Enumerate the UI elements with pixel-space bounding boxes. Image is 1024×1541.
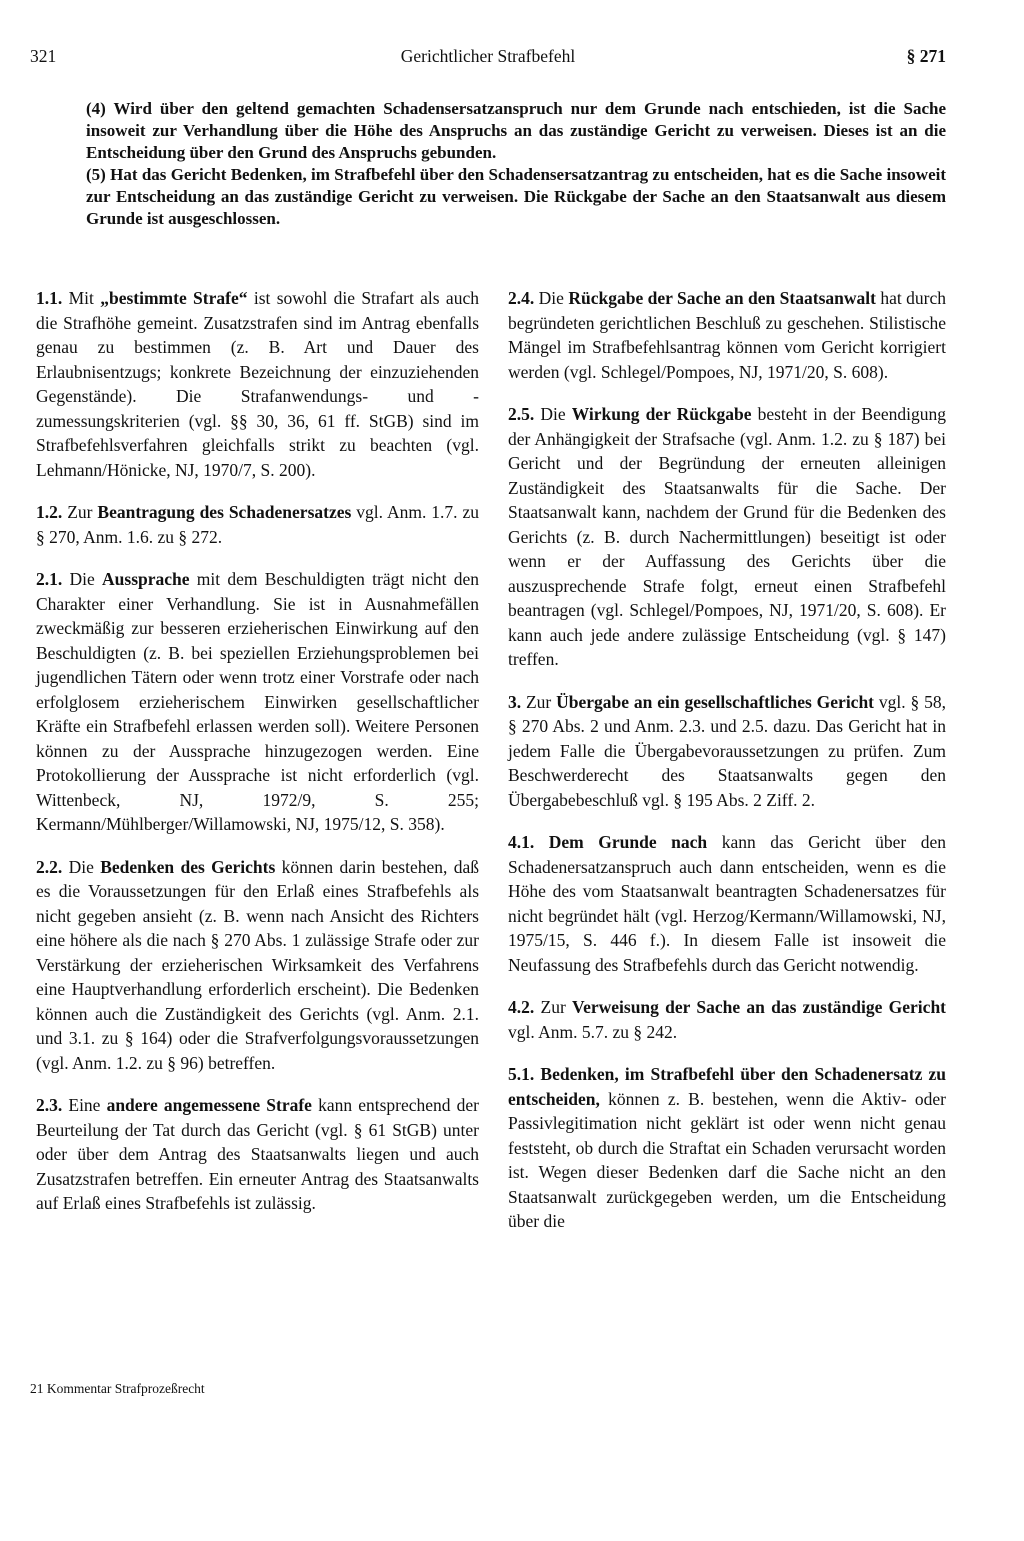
annotation-keyword: Bedenken, im Strafbefehl über den Schadenersatz zu entscheiden, xyxy=(508,1064,947,1109)
annotation-text: kann entsprechend der Beurteilung der Tat durch das Gericht (vgl. § 61 StGB) unter oder über dem Antrag des Staatsanwalts liegen und auch Zusatzstrafen betreffen. Ein erneuter Antrag des Staatsanwalts auf Erlaß eines Strafbefehls ist zulässig. xyxy=(36,1095,479,1213)
annotation-keyword: Aussprache xyxy=(102,569,190,589)
annotation-paragraph xyxy=(36,286,479,482)
annotation-paragraph xyxy=(36,855,479,1076)
annotation-text: vgl. Anm. 1.7. zu § 270, Anm. 1.6. zu § 272. xyxy=(36,502,479,547)
annotation-lead: Zur xyxy=(62,502,98,522)
annotation-keyword: „bestimmte Strafe“ xyxy=(100,288,248,308)
annotation-lead: Eine xyxy=(62,1095,107,1115)
running-title: Gerichtlicher Strafbefehl xyxy=(400,46,576,66)
annotation-number: 5.1. xyxy=(508,1064,535,1084)
page-footer: 21 Kommentar Strafprozeßrecht xyxy=(30,1381,205,1396)
annotation-paragraph xyxy=(508,995,946,1044)
annotation-number: 2.5. xyxy=(508,404,535,424)
annotation-text: können darin bestehen, daß es die Voraussetzungen für den Erlaß eines Strafbefehls als nicht gegeben ansieht (z. B. wenn nach Ansicht des Richters eine höhere als die nach § 270 Abs. 1 zulässige Strafe oder zur Verstärkung der erzieherischen Wirksamkeit des Verfahrens eine Hauptverhandlung erforderlich erscheint). Die Bedenken können auch die Zuständigkeit des Gerichts (vgl. Anm. 2.1. und 3.1. zu § 164) oder die Strafverfolgungsvoraussetzungen (vgl. Anm. 1.2. zu § 96) betreffen. xyxy=(36,856,479,1073)
annotation-text: hat durch begründeten gerichtlichen Beschluß zu geschehen. Stilistische Mängel im Strafbefehlsantrag können vom Gericht korrigiert werden (vgl. Schlegel/Pompoes, NJ, 1971/20, S. 608). xyxy=(508,288,946,382)
page-header xyxy=(30,46,946,72)
annotation-paragraph xyxy=(508,402,946,672)
annotation-keyword: Wirkung der Rückgabe xyxy=(571,404,752,424)
law-paragraph-5: (5) Hat das Gericht Bedenken, im Strafbefehl über den Schadensersatzantrag zu entscheiden, hat es die Sache insoweit zur Entscheidung an das zuständige Gericht zu verweisen. Die Rückgabe der Sache an den Staatsanwalt aus diesem Grunde ist ausgeschlossen. xyxy=(86,165,946,228)
law-paragraph-4: (4) Wird über den geltend gemachten Schadensersatzanspruch nur dem Grunde nach entschieden, ist die Sache insoweit zur Verhandlung über die Höhe des Anspruchs an das zuständige Gericht zu verweisen. Dieses ist an die Entscheidung über den Grund des Anspruchs gebunden. xyxy=(86,99,946,162)
annotation-text: mit dem Beschuldigten trägt nicht den Charakter einer Verhandlung. Sie ist in Ausnahmefällen zweckmäßig zur besseren erzieherischen Einwirkung auf den Beschuldigten (z. B. bei speziellen Erziehungsproblemen bei jugendlichen Tätern oder wenn trotz einer Vorstrafe oder nach erfolglosem erzieherischem Einwirken gesellschaftlicher Kräfte ein Strafbefehl erlassen werden soll). Weitere Personen können zu der Aussprache hinzugezogen werden. Eine Protokollierung der Aussprache ist nicht erforderlich (vgl. Wittenbeck, NJ, 1972/9, S. 255; Kermann/Mühlberger/Willamowski, NJ, 1975/12, S. 358). xyxy=(36,569,479,834)
annotation-number: 2.3. xyxy=(36,1095,63,1115)
law-text xyxy=(86,98,946,230)
annotation-lead: Die xyxy=(62,856,101,877)
annotation-keyword: Bedenken des Gerichts xyxy=(100,856,276,877)
annotation-keyword: Übergabe an ein gesellschaftliches Gericht xyxy=(556,691,875,712)
annotation-text: vgl. § 58, § 270 Abs. 2 und Anm. 2.3. und 2.5. dazu. Das Gericht hat in jedem Falle die Übergabevoraussetzungen zu prüfen. Zum Beschwerderecht des Staatsanwalts gegen den Übergabebeschluß vgl. § 195 Abs. 2 Ziff. 2. xyxy=(508,691,946,810)
annotation-paragraph xyxy=(508,1062,946,1234)
annotation-text: können z. B. bestehen, wenn die Aktiv- oder Passivlegitimation nicht geklärt ist oder wenn nicht genau feststeht, ob durch die Straftat ein Schaden verursacht worden ist. Wegen dieser Bedenken darf die Sache nicht an den Staatsanwalt zurückgegeben werden, um die Entscheidung über die xyxy=(508,1088,946,1231)
annotation-number: 4.1. xyxy=(508,832,535,852)
annotation-number: 3. xyxy=(508,691,522,712)
annotation-lead: Die xyxy=(534,288,569,308)
left-column xyxy=(36,286,479,1234)
annotation-text: kann das Gericht über den Schadenersatzanspruch auch dann entscheiden, wenn es die Höhe des vom Staatsanwalt beantragten Schadenersatzes für nicht begründet hält (vgl. Herzog/Kermann/Willamowski, NJ, 1975/15, S. 446 f.). In diesem Falle ist insoweit die Neufassung des Strafbefehls durch das Gericht notwendig. xyxy=(508,832,946,975)
annotation-keyword: Verweisung der Sache an das zuständige Gericht xyxy=(572,997,946,1017)
annotation-paragraph xyxy=(36,500,479,549)
annotation-keyword: andere angemessene Strafe xyxy=(106,1095,312,1115)
annotation-number: 2.1. xyxy=(36,569,63,589)
annotation-text: vgl. Anm. 5.7. zu § 242. xyxy=(508,1021,678,1042)
annotation-keyword: Beantragung des Schadenersatzes xyxy=(97,502,352,522)
annotation-paragraph xyxy=(36,1093,479,1216)
annotation-keyword: Rückgabe der Sache an den Staatsanwalt xyxy=(568,288,876,308)
annotation-number: 2.2. xyxy=(36,856,63,877)
annotation-paragraph xyxy=(508,286,946,384)
annotation-paragraph xyxy=(36,567,479,837)
annotation-number: 1.1. xyxy=(36,288,63,308)
annotation-lead: Die xyxy=(534,404,572,424)
annotation-lead: Mit xyxy=(62,288,101,308)
page-number: 321 xyxy=(30,46,57,66)
annotation-keyword: Dem Grunde nach xyxy=(548,832,708,852)
annotation-paragraph xyxy=(508,830,946,977)
annotation-number: 1.2. xyxy=(36,502,63,522)
annotation-number: 4.2. xyxy=(508,997,535,1017)
right-column xyxy=(508,286,946,1252)
annotation-lead xyxy=(534,832,549,852)
annotation-paragraph xyxy=(508,690,946,813)
annotation-lead: Zur xyxy=(521,691,557,712)
annotation-text: ist sowohl die Strafart als auch die Strafhöhe gemeint. Zusatzstrafen sind im Antrag ebenfalls genau zu bestimmen (z. B. Art und Dauer des Erlaubnisentzugs; konkrete Bezeichnung der einzuziehenden Gegenstände). Die Strafanwendungs- und -zumessungskriterien (vgl. §§ 30, 36, 61 ff. StGB) sind im Strafbefehlsverfahren gleichfalls strikt zu beachten (vgl. Lehmann/Hönicke, NJ, 1970/7, S. 200). xyxy=(36,288,479,480)
annotation-lead: Zur xyxy=(534,997,573,1017)
section-number: § 271 xyxy=(906,46,946,66)
annotation-text: besteht in der Beendigung der Anhängigkeit der Strafsache (vgl. Anm. 1.2. zu § 187) bei Gericht und der Begründung der erneuten alleinigen Zuständigkeit des Staatsanwalts für die Sache. Der Staatsanwalt kann, nachdem der Grund für die Bedenken des Gerichts (z. B. durch Nachermittlungen) beseitigt ist oder wenn er der Auffassung des Gerichts über die auszusprechende Strafe folgt, erneut einen Strafbefehl beantragen (vgl. Schlegel/Pompoes, NJ, 1971/20, S. 608). Er kann auch jede andere zulässige Entscheidung (vgl. § 147) treffen. xyxy=(508,404,946,669)
annotation-number: 2.4. xyxy=(508,288,535,308)
annotation-lead: Die xyxy=(62,569,103,589)
